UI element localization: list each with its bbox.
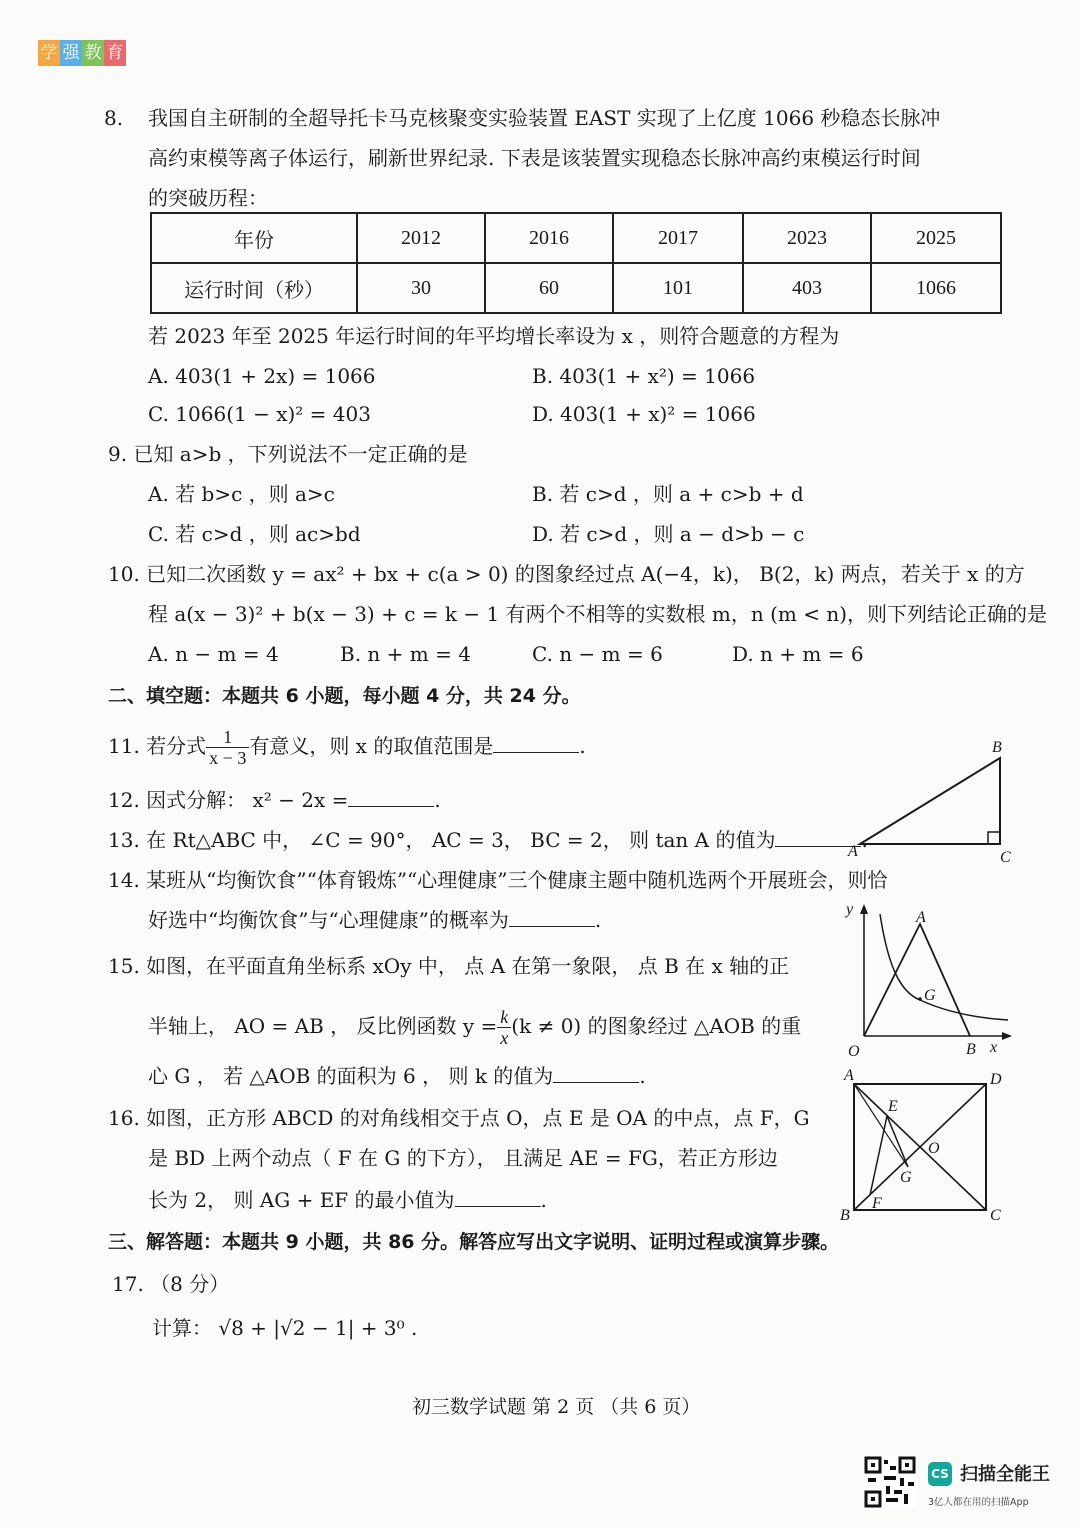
label-a: A bbox=[848, 843, 858, 860]
label-c: C bbox=[990, 1207, 1001, 1224]
q10-option-c: C. n − m = 6 bbox=[532, 642, 663, 666]
q17-heading: 17. （8 分） bbox=[112, 1272, 230, 1296]
q13-triangle-figure bbox=[842, 732, 1022, 866]
q8-question: 若 2023 年至 2025 年运行时间的年平均增长率设为 x ，则符合题意的方程为 bbox=[148, 324, 840, 348]
q17-calc: 计算： √8 + |√2 − 1| + 3⁰ . bbox=[152, 1316, 418, 1340]
table-cell: 30 bbox=[357, 263, 485, 313]
q14-line2 bbox=[148, 906, 601, 934]
label-c: C bbox=[1000, 849, 1011, 866]
q12-pre: 12. 因式分解： x² − 2x = bbox=[108, 788, 349, 812]
q11-denominator: x − 3 bbox=[209, 748, 247, 768]
q15-numerator: k bbox=[497, 1007, 511, 1028]
qr-code-icon bbox=[864, 1456, 916, 1508]
label-d: D bbox=[990, 1071, 1002, 1088]
label-o: O bbox=[848, 1043, 860, 1060]
table-cell: 101 bbox=[613, 263, 743, 313]
q11-post: 有意义，则 x 的取值范围是 bbox=[249, 734, 494, 758]
scanner-tagline: 3亿人都在用的扫描App bbox=[928, 1497, 1029, 1508]
label-o: O bbox=[928, 1140, 940, 1157]
logo-char-2: 强 bbox=[60, 40, 82, 66]
answer-blank[interactable] bbox=[553, 1062, 639, 1083]
q11-end: . bbox=[579, 734, 586, 758]
table-cell: 2023 bbox=[743, 213, 871, 263]
label-e: E bbox=[888, 1098, 898, 1115]
q13-end: . bbox=[861, 828, 868, 852]
table-cell: 2016 bbox=[485, 213, 613, 263]
section-3-heading: 三、解答题：本题共 9 小题，共 86 分。解答应写出文字说明、证明过程或演算步骤。 bbox=[108, 1231, 840, 1253]
section-2-heading: 二、填空题：本题共 6 小题，每小题 4 分，共 24 分。 bbox=[108, 685, 581, 707]
q15-line2a: 半轴上， AO = AB ， 反比例函数 y = bbox=[148, 1014, 498, 1038]
label-b: B bbox=[966, 1041, 976, 1058]
table-head-year: 年份 bbox=[151, 213, 357, 263]
q15-coordinate-figure bbox=[836, 896, 1016, 1062]
q15-line1: 15. 如图，在平面直角坐标系 xOy 中， 点 A 在第一象限， 点 B 在 x 轴的正 bbox=[108, 954, 790, 978]
table-cell: 2025 bbox=[871, 213, 1001, 263]
label-g: G bbox=[924, 987, 936, 1004]
answer-blank[interactable] bbox=[509, 906, 595, 927]
label-a: A bbox=[916, 909, 926, 926]
q15-text: 心 G ， 若 △AOB 的面积为 6 ， 则 k 的值为 bbox=[148, 1064, 554, 1088]
q10-option-d: D. n + m = 6 bbox=[732, 642, 864, 666]
q13-pre: 13. 在 Rt△ABC 中， ∠C = 90°， AC = 3， BC = 2， 则 tan A 的值为 bbox=[108, 828, 776, 852]
q10-option-b: B. n + m = 4 bbox=[340, 642, 471, 666]
logo-char-3: 教 bbox=[82, 40, 104, 66]
table-cell: 2012 bbox=[357, 213, 485, 263]
label-g: G bbox=[900, 1169, 912, 1186]
q16-end: . bbox=[540, 1188, 547, 1212]
q16-line3 bbox=[148, 1186, 547, 1214]
publisher-logo bbox=[38, 40, 126, 66]
q9-option-a: A. 若 b>c ，则 a>c bbox=[148, 482, 335, 506]
q14-line1: 14. 某班从“均衡饮食”“体育锻炼”“心理健康”三个健康主题中随机选两个开展班会，则恰 bbox=[108, 868, 888, 892]
answer-blank[interactable] bbox=[455, 1186, 541, 1207]
q8-line1: 我国自主研制的全超导托卡马克核聚变实验装置 EAST 实现了上亿度 1066 秒稳态长脉冲 bbox=[148, 106, 941, 130]
label-b: B bbox=[992, 739, 1002, 756]
q14-text: 好选中“均衡饮食”与“心理健康”的概率为 bbox=[148, 908, 509, 932]
q9-option-d: D. 若 c>d ，则 a − d>b − c bbox=[532, 522, 805, 546]
q12-end: . bbox=[434, 788, 441, 812]
label-x: x bbox=[990, 1039, 998, 1056]
q15-line2b: (k ≠ 0) 的图象经过 △AOB 的重 bbox=[511, 1014, 802, 1038]
q8-option-d: D. 403(1 + x)² = 1066 bbox=[532, 402, 756, 426]
answer-blank[interactable] bbox=[493, 732, 579, 753]
q16-line1: 16. 如图，正方形 ABCD 的对角线相交于点 O，点 E 是 OA 的中点，点 F，G bbox=[108, 1106, 810, 1130]
q15-denominator: x bbox=[500, 1028, 509, 1048]
q11-pre: 11. 若分式 bbox=[108, 734, 207, 758]
q13 bbox=[108, 826, 868, 854]
q8-line3: 的突破历程： bbox=[148, 186, 268, 210]
q10-line1: 10. 已知二次函数 y = ax² + bx + c(a > 0) 的图象经过点 A(−4，k)， B(2，k) 两点，若关于 x 的方 bbox=[108, 562, 1025, 586]
q11-numerator: 1 bbox=[206, 727, 249, 748]
q15-line3 bbox=[148, 1062, 646, 1090]
logo-char-1: 学 bbox=[38, 40, 60, 66]
q14-end: . bbox=[594, 908, 602, 932]
table-cell: 1066 bbox=[871, 263, 1001, 313]
q8-option-c: C. 1066(1 − x)² = 403 bbox=[148, 402, 371, 426]
q10-line2: 程 a(x − 3)² + b(x − 3) + c = k − 1 有两个不相等的实数根 m，n (m < n)，则下列结论正确的是 bbox=[148, 602, 1048, 626]
logo-char-4: 育 bbox=[104, 40, 126, 66]
q8-option-a: A. 403(1 + 2x) = 1066 bbox=[148, 364, 376, 388]
q9-option-c: C. 若 c>d ，则 ac>bd bbox=[148, 522, 361, 546]
q9-question: 9. 已知 a>b ，下列说法不一定正确的是 bbox=[108, 442, 468, 466]
q12 bbox=[108, 786, 441, 814]
q8-table bbox=[150, 212, 1002, 314]
q16-square-figure bbox=[836, 1064, 1016, 1224]
q15-end: . bbox=[639, 1064, 646, 1088]
page-footer: 初三数学试题 第 2 页 （共 6 页） bbox=[412, 1396, 701, 1418]
q15-line2 bbox=[148, 1006, 801, 1048]
q16-line2: 是 BD 上两个动点（ F 在 G 的下方）， 且满足 AE = FG，若正方形边 bbox=[148, 1146, 778, 1170]
table-cell: 2017 bbox=[613, 213, 743, 263]
q11 bbox=[108, 726, 586, 768]
q11-fraction bbox=[206, 727, 249, 768]
table-cell: 60 bbox=[485, 263, 613, 313]
camscanner-icon: CS bbox=[928, 1462, 952, 1486]
label-a: A bbox=[844, 1067, 854, 1084]
q8-number: 8. bbox=[104, 106, 124, 130]
q10-option-a: A. n − m = 4 bbox=[148, 642, 279, 666]
table-cell: 403 bbox=[743, 263, 871, 313]
q9-option-b: B. 若 c>d ，则 a + c>b + d bbox=[532, 482, 804, 506]
answer-blank[interactable] bbox=[348, 786, 434, 807]
q8-line2: 高约束模等离子体运行，刷新世界纪录. 下表是该装置实现稳态长脉冲高约束模运行时间 bbox=[148, 146, 921, 170]
label-y: y bbox=[846, 901, 854, 918]
q16-text: 长为 2， 则 AG + EF 的最小值为 bbox=[148, 1188, 455, 1212]
label-f: F bbox=[872, 1195, 882, 1212]
scanner-name: 扫描全能王 bbox=[960, 1464, 1050, 1485]
label-b: B bbox=[840, 1207, 850, 1224]
q15-fraction bbox=[497, 1007, 511, 1048]
q8-option-b: B. 403(1 + x²) = 1066 bbox=[532, 364, 756, 388]
table-head-time: 运行时间（秒） bbox=[151, 263, 357, 313]
